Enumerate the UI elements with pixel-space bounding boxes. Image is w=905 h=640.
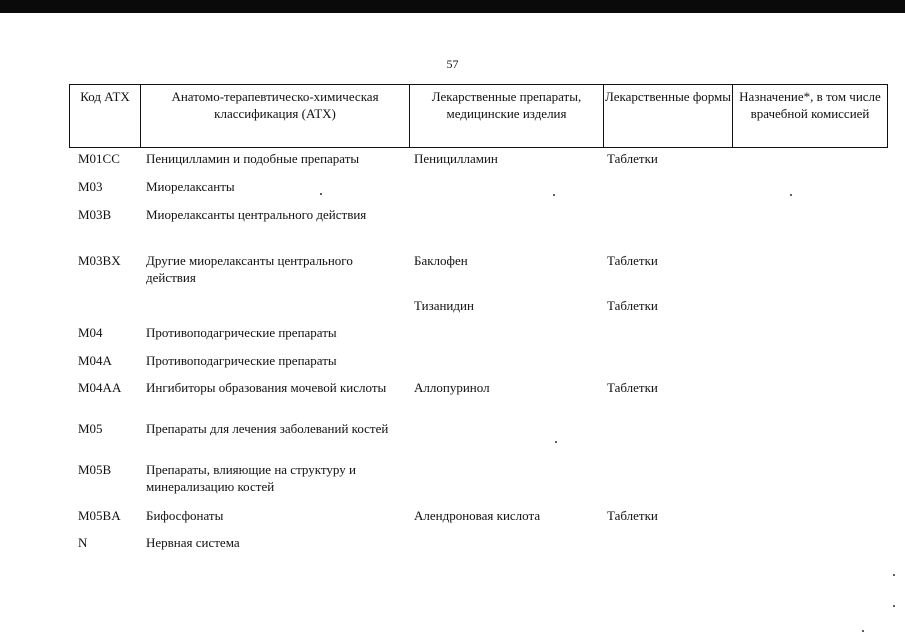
drug-name: Аллопуринол [414, 380, 490, 395]
atc-name: Другие миорелаксанты центрального действия [146, 253, 353, 285]
page-number: 57 [446, 57, 459, 71]
dosage-form: Таблетки [607, 298, 658, 313]
atc-code: M01CC [78, 151, 120, 166]
dosage-form: Таблетки [607, 508, 658, 523]
scan-speck [320, 193, 322, 195]
atc-name: Пеницилламин и подобные препараты [146, 151, 360, 166]
atc-code: M04A [78, 353, 112, 368]
header-dosage-forms: Лекарственные формы [603, 85, 732, 147]
header-code: Код АТХ [80, 89, 130, 104]
atc-code: N [78, 535, 88, 550]
scan-speck [553, 194, 555, 196]
atc-code: M04 [78, 325, 103, 340]
drug-name: Пеницилламин [414, 151, 498, 166]
scan-speck [893, 605, 895, 607]
scan-speck [893, 574, 895, 576]
drug-name: Тизанидин [414, 298, 474, 313]
header-prescription: Назначение*, в том числе врачебной комиссией [732, 85, 887, 147]
scan-speck [790, 194, 792, 196]
atc-code: M04AA [78, 380, 122, 395]
scan-top-border [0, 0, 905, 13]
atc-name: Противоподагрические препараты [146, 325, 337, 340]
atc-code: M03B [78, 207, 112, 222]
header-atc-classification: Анатомо-терапевтическо-химическая классификация (АТХ) [140, 85, 409, 147]
atc-code: M05B [78, 462, 112, 477]
dosage-form: Таблетки [607, 253, 658, 268]
atc-name: Препараты для лечения заболеваний костей [146, 421, 389, 436]
atc-name: Ингибиторы образования мочевой кислоты [146, 380, 387, 395]
atc-name: Миорелаксанты центрального действия [146, 207, 367, 222]
atc-name: Препараты, влияющие на структуру и минерализацию костей [146, 462, 356, 494]
scan-speck [862, 630, 864, 632]
atc-code: M03 [78, 179, 103, 194]
table-header [69, 84, 888, 148]
atc-name: Нервная система [146, 535, 240, 550]
atc-code: M05BA [78, 508, 121, 523]
dosage-form: Таблетки [607, 380, 658, 395]
atc-code: M05 [78, 421, 103, 436]
atc-name: Бифосфонаты [146, 508, 224, 523]
scan-speck [555, 441, 557, 443]
drug-name: Алендроновая кислота [414, 508, 541, 523]
header-medications: Лекарственные препараты, медицинские изделия [409, 85, 603, 147]
atc-code: M03BX [78, 253, 121, 268]
atc-name: Противоподагрические препараты [146, 353, 337, 368]
dosage-form: Таблетки [607, 151, 658, 166]
atc-name: Миорелаксанты [146, 179, 235, 194]
drug-name: Баклофен [414, 253, 468, 268]
